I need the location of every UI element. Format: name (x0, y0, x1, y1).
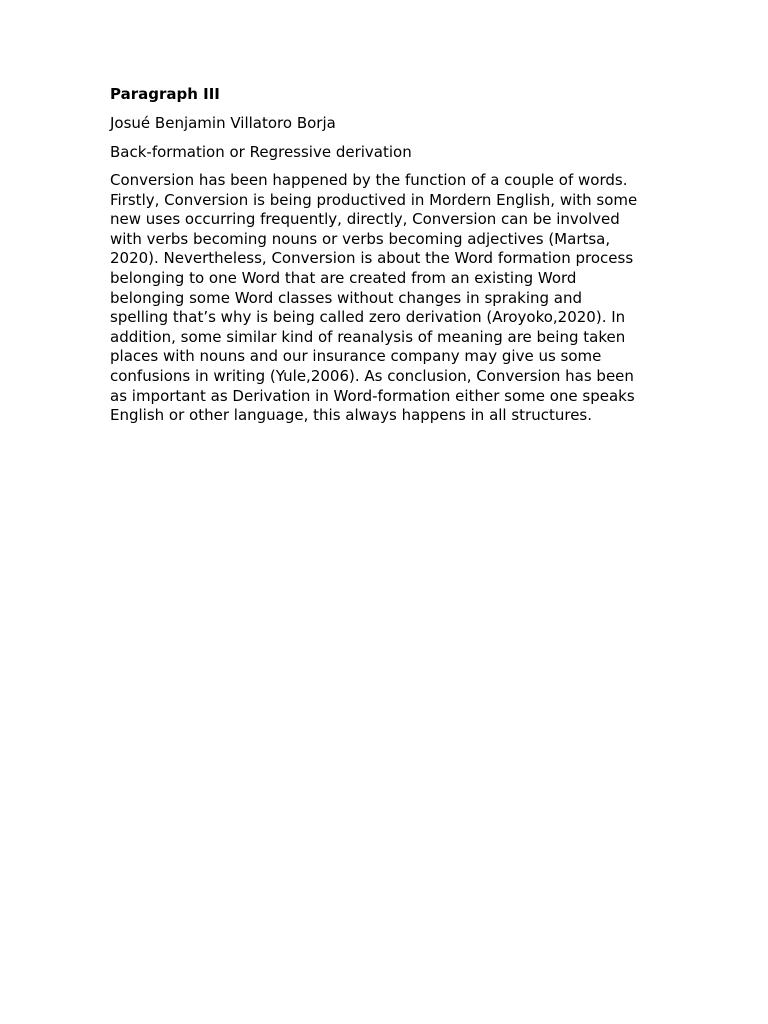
document-body-paragraph: Conversion has been happened by the function of a couple of words. Firstly, Conversion is being productived in Mordern English, with some new uses occurring frequently, directly, Conversion can be involved with verbs becoming nouns or verbs becoming adjectives (Martsa, 2020). Nevertheless, Conversion is about the Word formation process belonging to one Word that are created from an existing Word belonging some Word classes without changes in spraking and spelling that’s why is being called zero derivation (Aroyoko,2020). In addition, some similar kind of reanalysis of meaning are being taken places with nouns and our insurance company may give us some confusions in writing (Yule,2006). As conclusion, Conversion has been as important as Derivation in Word-formation either some one speaks English or other language, this always happens in all structures. (110, 171, 638, 425)
document-heading: Paragraph III (110, 85, 220, 103)
document-content (110, 84, 662, 426)
document-subtitle: Back-formation or Regressive derivation (110, 143, 412, 161)
author-name: Josué Benjamin Villatoro Borja (110, 114, 336, 132)
